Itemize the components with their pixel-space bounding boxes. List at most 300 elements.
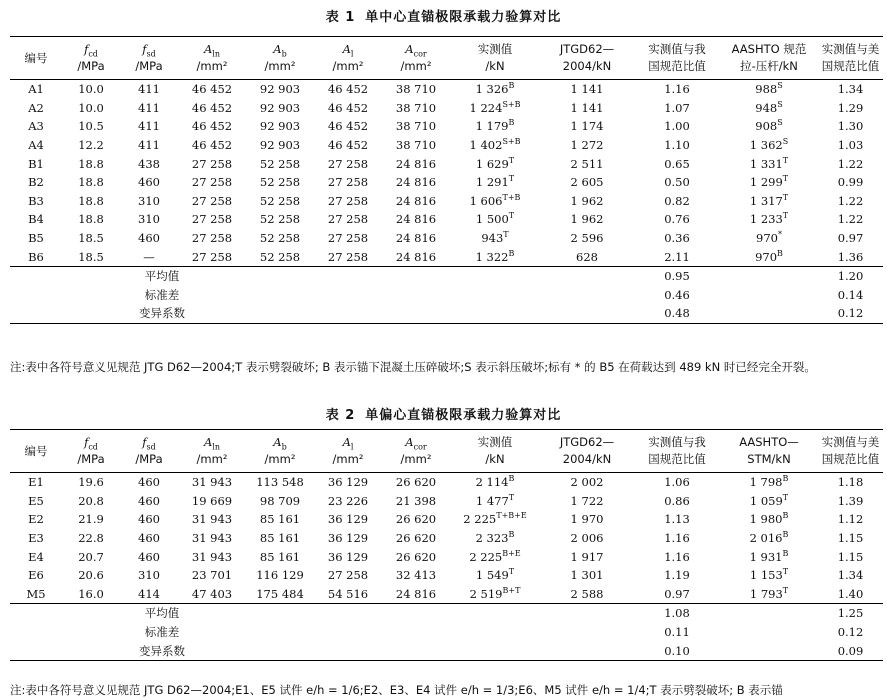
cell-ratio-us: 1.22 [837,156,864,171]
summary-cn-value: 0.95 [634,266,720,285]
failure-mode-mark: * [777,230,782,240]
cell-ratio-cn: 1.16 [664,531,690,546]
cell-fsd: 460 [138,549,160,564]
summary-us-value: 0.12 [818,304,883,323]
cell-id: A2 [28,100,44,115]
header-symbol: f [84,42,89,56]
summary-label: 变异系数 [10,641,314,660]
cell-ratio-cn: 0.65 [664,156,690,171]
cell-ratio-us: 1.22 [837,193,864,208]
cell-value: 1 291 [475,175,509,190]
summary-spacer [720,623,818,642]
cell-fcd: 20.8 [78,493,104,508]
cell-Acor: 26 620 [395,512,437,527]
table-row [10,117,883,136]
cell-value: 1 317 [749,193,783,208]
cell-Al: 27 258 [327,193,369,208]
cell-value: 948 [755,100,778,115]
table-row [10,247,883,266]
column-header [10,37,62,80]
failure-mode-mark: T [508,211,515,221]
header-unit: /mm² [332,59,364,73]
cell-aashto [720,192,818,211]
cell-jtg: 2 002 [570,475,604,490]
cell-Al: 46 452 [327,82,369,97]
cell-Aln: 27 258 [191,156,233,171]
failure-mode-mark: B [508,248,515,258]
cell-fsd: — [143,249,155,264]
cell-aashto [720,529,818,548]
cell-meas [450,80,540,99]
cell-Ab: 52 258 [259,231,301,246]
cell-value: 1 629 [475,156,509,171]
column-header [634,430,720,473]
cell-value: 1 153 [749,568,783,583]
header-unit: 国规范比值 [821,59,880,73]
cell-aashto [720,210,818,229]
table-row [10,529,883,548]
cell-value: 1 500 [475,212,509,227]
summary-row [10,266,883,285]
cell-value: 1 362 [749,138,783,153]
cell-fsd: 310 [138,193,160,208]
cell-fcd: 16.0 [78,586,104,601]
summary-spacer [314,604,634,623]
cell-meas [450,210,540,229]
cell-fsd: 411 [138,119,160,134]
cell-jtg: 2 588 [570,586,604,601]
header-subscript: sd [146,442,156,452]
cell-fcd: 20.7 [78,549,104,564]
failure-mode-mark: T [782,193,789,203]
failure-mode-mark: T [782,586,789,596]
cell-ratio-us: 1.34 [837,82,864,97]
cell-meas [450,117,540,136]
cell-Aln: 27 258 [191,193,233,208]
failure-mode-mark: B [508,530,515,540]
cell-Ab: 52 258 [259,212,301,227]
cell-aashto [720,247,818,266]
cell-Ab: 52 258 [259,249,301,264]
failure-mode-mark: T [503,230,509,240]
cell-ratio-us: 1.15 [837,549,864,564]
cell-Aln: 27 258 [191,249,233,264]
cell-aashto [720,585,818,604]
header-symbol: f [142,435,147,449]
cell-aashto [720,117,818,136]
table1 [10,36,883,324]
cell-Al: 46 452 [327,119,369,134]
cell-Ab: 92 903 [259,138,301,153]
cell-fsd: 460 [138,531,160,546]
summary-label: 平均值 [10,604,314,623]
cell-Al: 54 516 [327,586,369,601]
failure-mode-mark: S [782,137,789,147]
header-label: JTGD62— [559,42,615,56]
cell-fcd: 10.5 [78,119,104,134]
cell-fcd: 19.6 [78,475,104,490]
cell-fcd: 10.0 [78,100,104,115]
cell-Aln: 46 452 [191,100,233,115]
summary-row [10,604,883,623]
summary-cn-value: 0.11 [664,625,690,640]
table2-title: 单偏心直锚极限承载力验算对比 [365,408,562,423]
cell-value: 1 059 [749,493,783,508]
summary-label: 标准差 [144,287,180,302]
column-header [246,37,314,80]
cell-id: B2 [28,175,44,190]
header-unit: 国规范比值 [648,452,706,466]
cell-Acor: 38 710 [395,138,437,153]
cell-value: 2 114 [475,475,509,490]
table2-caption [0,404,887,423]
cell-value: 908 [755,119,778,134]
cell-aashto [720,99,818,118]
header-subscript: ln [212,442,221,452]
table-row [10,80,883,99]
header-unit: /mm² [196,452,228,466]
cell-value: 1 179 [475,119,509,134]
cell-ratio-cn: 1.16 [664,82,690,97]
failure-mode-mark: T [782,567,789,577]
cell-meas [450,247,540,266]
cell-Ab: 52 258 [259,175,301,190]
cell-value: 1 322 [475,249,509,264]
header-symbol: f [84,435,89,449]
cell-meas [450,547,540,566]
failure-mode-mark: B [508,474,515,484]
cell-value: 943 [481,231,504,246]
cell-jtg: 1 174 [570,119,604,134]
header-unit: 2004/kN [562,59,612,73]
cell-Al: 36 129 [327,531,369,546]
cell-meas [450,192,540,211]
table-row [10,492,883,511]
summary-us-value: 1.20 [818,266,883,285]
table1-caption [0,6,887,25]
cell-Aln: 31 943 [191,475,233,490]
cell-ratio-cn: 0.76 [664,212,690,227]
cell-id: M5 [26,586,46,601]
cell-ratio-us: 1.03 [837,138,864,153]
cell-Acor: 38 710 [395,100,437,115]
cell-Ab: 92 903 [259,100,301,115]
cell-fsd: 310 [138,568,160,583]
cell-Al: 36 129 [327,475,369,490]
cell-meas [450,566,540,585]
cell-ratio-us: 1.36 [837,249,864,264]
cell-Aln: 19 669 [191,493,233,508]
summary-spacer [720,266,818,285]
cell-jtg: 628 [576,249,598,264]
cell-meas [450,154,540,173]
column-header [540,37,634,80]
cell-Al: 27 258 [327,249,369,264]
table-row [10,566,883,585]
cell-ratio-cn: 1.07 [664,100,690,115]
table-row [10,547,883,566]
header-symbol: A [342,435,351,449]
header-unit: /MPa [135,59,163,73]
cell-fsd: 411 [138,100,160,115]
cell-aashto [720,154,818,173]
header-unit: /mm² [196,59,228,73]
cell-fsd: 411 [138,138,160,153]
failure-mode-mark: T [508,567,515,577]
table-row [10,173,883,192]
failure-mode-mark: S [777,81,783,91]
cell-id: B6 [28,249,44,264]
cell-ratio-us: 1.40 [837,586,864,601]
cell-ratio-cn: 2.11 [664,249,690,264]
cell-meas [450,99,540,118]
column-header [120,430,178,473]
column-header [314,430,382,473]
header-symbol: A [342,42,351,56]
header-symbol: A [405,435,414,449]
column-header [62,37,120,80]
header-label: AASHTO— [739,435,799,449]
cell-Acor: 24 816 [395,586,437,601]
table1-title: 单中心直锚极限承载力验算对比 [365,10,562,25]
failure-mode-mark: B [508,81,515,91]
cell-Al: 46 452 [327,138,369,153]
cell-Acor: 24 816 [395,249,437,264]
cell-aashto [720,229,818,248]
cell-meas [450,173,540,192]
cell-jtg: 2 006 [570,531,604,546]
cell-ratio-cn: 1.10 [664,138,690,153]
cell-id: E2 [28,512,44,527]
header-unit: /kN [485,59,505,73]
cell-value: 1 980 [749,512,783,527]
cell-Acor: 24 816 [395,212,437,227]
cell-Al: 46 452 [327,100,369,115]
header-unit: STM/kN [747,452,791,466]
cell-Acor: 24 816 [395,156,437,171]
summary-row [10,304,883,323]
column-header [246,430,314,473]
cell-fsd: 460 [138,231,160,246]
cell-Ab: 113 548 [256,475,304,490]
header-symbol: A [203,435,213,449]
column-header [62,430,120,473]
failure-mode-mark: T [782,155,789,165]
cell-value: 2 323 [475,531,509,546]
failure-mode-mark: T [508,174,515,184]
summary-cn-value: 0.46 [664,287,690,302]
summary-us-value: 1.25 [818,604,883,623]
header-label: 实测值与美 [821,435,880,449]
header-subscript: b [281,49,287,59]
header-row [10,37,883,80]
cell-ratio-cn: 0.36 [664,231,690,246]
header-unit: 拉-压杆/kN [740,59,798,73]
cell-Ab: 85 161 [259,549,301,564]
cell-id: B1 [28,156,44,171]
header-subscript: l [350,442,354,452]
cell-fsd: 460 [138,175,160,190]
cell-Ab: 92 903 [259,82,301,97]
summary-cn-value: 0.48 [634,304,720,323]
table-row [10,473,883,492]
column-header [720,37,818,80]
cell-meas [450,229,540,248]
cell-value: 1 477 [475,493,509,508]
failure-mode-mark: B [508,118,515,128]
cell-ratio-us: 1.15 [837,531,864,546]
cell-ratio-us: 0.97 [837,231,864,246]
cell-Aln: 46 452 [191,119,233,134]
cell-fcd: 21.9 [78,512,104,527]
summary-spacer [314,304,634,323]
failure-mode-mark: B+E [502,548,521,558]
cell-Al: 27 258 [327,175,369,190]
column-header [450,430,540,473]
summary-row [10,286,883,305]
cell-aashto [720,80,818,99]
table1-number: 表 1 [325,10,356,25]
cell-Aln: 27 258 [191,175,233,190]
summary-spacer [314,623,634,642]
summary-spacer [314,266,634,285]
failure-mode-mark: T [508,155,515,165]
cell-id: E1 [28,475,44,490]
cell-fsd: 414 [138,586,160,601]
column-header [818,430,883,473]
cell-id: A3 [28,119,44,134]
cell-value: 1 402 [469,138,503,153]
cell-fsd: 438 [138,156,160,171]
cell-Al: 27 258 [327,156,369,171]
column-header [540,430,634,473]
column-header [634,37,720,80]
summary-label: 平均值 [10,266,314,285]
cell-value: 1 331 [749,156,783,171]
cell-ratio-cn: 1.16 [664,549,690,564]
header-symbol: A [273,435,282,449]
column-header [10,430,62,473]
failure-mode-mark: B [782,474,789,484]
cell-aashto [720,473,818,492]
cell-Al: 27 258 [327,212,369,227]
summary-us-value: 0.14 [837,287,864,302]
cell-fcd: 18.5 [78,231,104,246]
cell-aashto [720,492,818,511]
header-unit: /mm² [264,452,296,466]
cell-id: B5 [28,231,44,246]
failure-mode-mark: T [782,174,789,184]
cell-id: E3 [28,531,44,546]
cell-Aln: 46 452 [191,138,233,153]
header-unit: /mm² [264,59,296,73]
cell-meas [450,510,540,529]
column-header [818,37,883,80]
cell-id: E4 [28,549,44,564]
table-row [10,192,883,211]
cell-aashto [720,173,818,192]
header-subscript: cor [413,49,427,59]
cell-value: 970 [755,249,778,264]
cell-Acor: 21 398 [395,493,437,508]
cell-ratio-us: 1.34 [837,568,864,583]
cell-jtg: 1 141 [570,100,604,115]
failure-mode-mark: S+B [502,100,521,110]
cell-value: 1 798 [749,475,783,490]
cell-id: E5 [28,493,44,508]
cell-Aln: 46 452 [191,82,233,97]
header-label: 编号 [24,443,48,458]
cell-ratio-us: 1.18 [837,475,864,490]
cell-Aln: 31 943 [191,531,233,546]
summary-us-value: 0.09 [818,641,883,660]
header-subscript: sd [146,49,156,59]
header-row [10,430,883,473]
cell-jtg: 2 605 [570,175,604,190]
header-unit: 国规范比值 [821,452,880,466]
summary-spacer [720,304,818,323]
summary-spacer [314,641,634,660]
header-unit: /mm² [332,452,364,466]
failure-mode-mark: B+T [502,586,521,596]
cell-value: 2 225 [469,549,503,564]
cell-Ab: 92 903 [259,119,301,134]
cell-ratio-us: 1.22 [837,212,864,227]
cell-fcd: 18.8 [78,193,104,208]
cell-Acor: 26 620 [395,531,437,546]
cell-ratio-cn: 0.86 [664,493,690,508]
header-unit: 国规范比值 [648,59,706,73]
table1-note: 注:表中各符号意义见规范 JTG D62—2004;T 表示劈裂破坏; B 表示锚下混凝土压碎破坏;S 表示斜压破坏;标有 * 的 B5 在荷载达到 489 kN 时已经完全开裂。 [10,360,816,374]
cell-id: B4 [28,212,44,227]
header-symbol: f [142,42,147,56]
cell-Al: 23 226 [327,493,369,508]
cell-Ab: 85 161 [259,512,301,527]
header-label: 编号 [24,50,48,65]
cell-Acor: 26 620 [395,549,437,564]
summary-row [10,623,883,642]
cell-jtg: 1 301 [570,568,604,583]
cell-Aln: 27 258 [191,231,233,246]
cell-ratio-cn: 1.00 [664,119,690,134]
cell-Acor: 26 620 [395,475,437,490]
column-header [720,430,818,473]
header-label: JTGD62— [559,435,615,449]
cell-Aln: 47 403 [191,586,233,601]
cell-value: 1 549 [475,568,509,583]
cell-jtg: 1 141 [570,82,604,97]
failure-mode-mark: S [777,118,783,128]
cell-value: 2 519 [469,586,503,601]
cell-fsd: 310 [138,212,160,227]
summary-label: 变异系数 [10,304,314,323]
cell-ratio-us: 1.39 [837,493,864,508]
summary-spacer [720,641,818,660]
cell-Acor: 24 816 [395,193,437,208]
header-subscript: cor [413,442,427,452]
cell-jtg: 1 917 [570,549,604,564]
cell-value: 1 299 [749,175,783,190]
header-unit: /kN [485,452,505,466]
cell-Aln: 31 943 [191,549,233,564]
cell-ratio-us: 1.30 [837,119,864,134]
cell-fcd: 18.8 [78,175,104,190]
header-symbol: A [405,42,414,56]
cell-Ab: 116 129 [256,568,304,583]
failure-mode-mark: B [782,548,789,558]
cell-Acor: 38 710 [395,119,437,134]
header-unit: /mm² [400,452,432,466]
